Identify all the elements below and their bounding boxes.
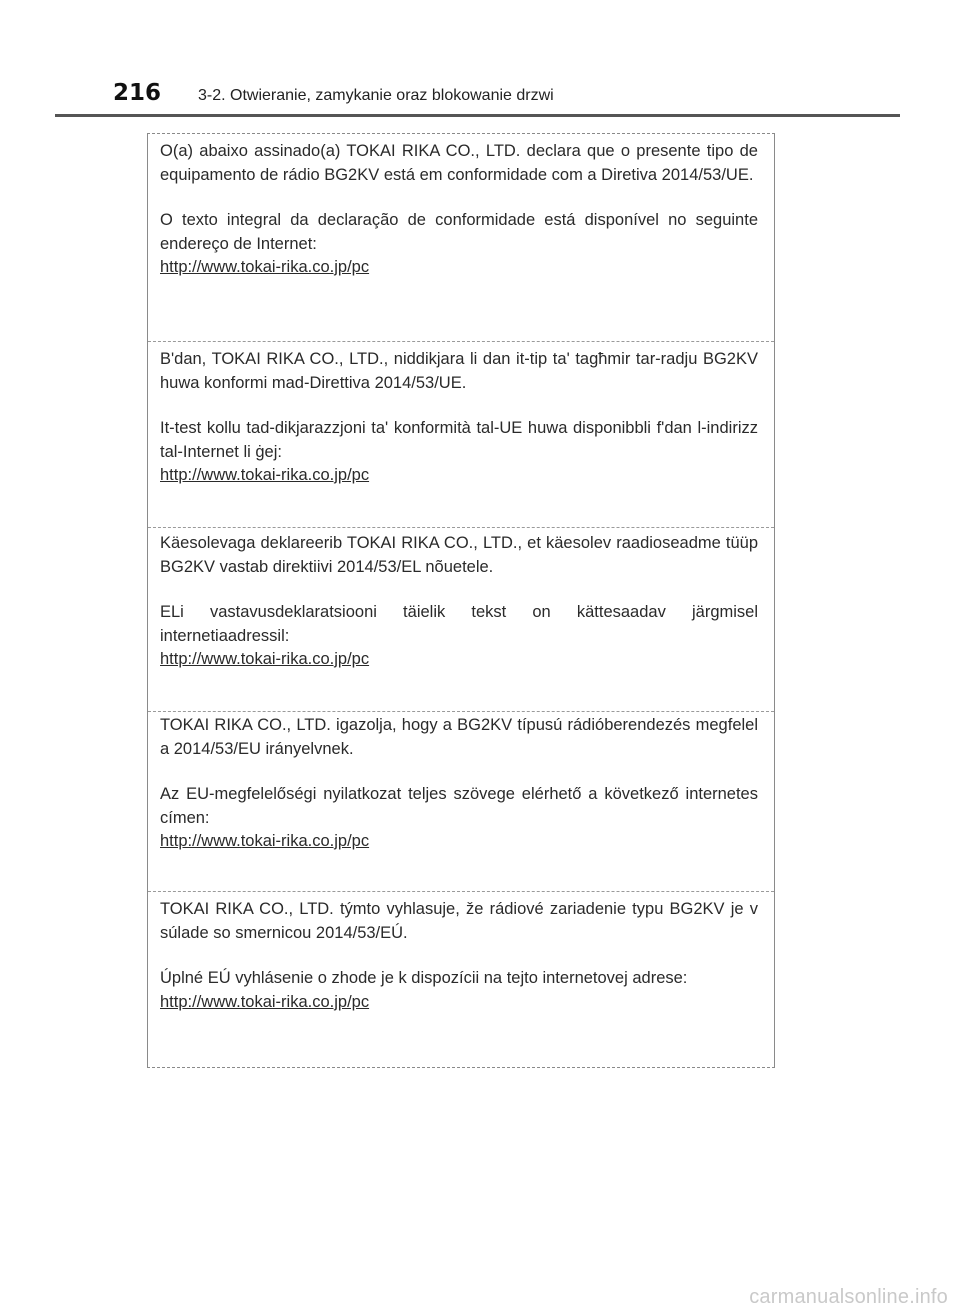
declaration-statement: Käesolevaga deklareerib TOKAI RIKA CO., LTD., et käesolev raadioseadme tüüp BG2KV vastab direktiivi 2014/53/EL nõuetele. bbox=[160, 534, 758, 576]
declaration-statement: O(a) abaixo assinado(a) TOKAI RIKA CO., LTD. declara que o presente tipo de equipamento de rádio BG2KV está em conformidade com a Diretiva 2014/53/UE. bbox=[160, 142, 758, 184]
declaration-link[interactable]: http://www.tokai-rika.co.jp/pc bbox=[160, 258, 370, 276]
declaration-block-mt bbox=[148, 348, 774, 528]
declarations-panel bbox=[147, 133, 775, 1068]
declaration-block-pt bbox=[148, 140, 774, 342]
page-header bbox=[55, 78, 900, 117]
declaration-availability: It-test kollu tad-dikjarazzjoni ta' konformità tal-UE huwa disponibbli f'dan l-indirizz tal-Internet li ġej: bbox=[160, 419, 758, 461]
declaration-link[interactable]: http://www.tokai-rika.co.jp/pc bbox=[160, 466, 370, 484]
declaration-block-sk bbox=[148, 898, 774, 1063]
declaration-link[interactable]: http://www.tokai-rika.co.jp/pc bbox=[160, 650, 370, 668]
section-title: 3-2. Otwieranie, zamykanie oraz blokowanie drzwi bbox=[198, 87, 554, 104]
declaration-statement: TOKAI RIKA CO., LTD. týmto vyhlasuje, že rádiové zariadenie typu BG2KV je v súlade so smernicou 2014/53/EÚ. bbox=[160, 900, 758, 942]
declaration-block-hu bbox=[148, 714, 774, 892]
declaration-statement: B'dan, TOKAI RIKA CO., LTD., niddikjara li dan it-tip ta' tagħmir tar-radju BG2KV huwa konformi mad-Direttiva 2014/53/UE. bbox=[160, 350, 758, 392]
declaration-availability: ELi vastavusdeklaratsiooni täielik tekst on kättesaadav järgmisel internetiaadressil: bbox=[160, 603, 758, 645]
declaration-statement: TOKAI RIKA CO., LTD. igazolja, hogy a BG2KV típusú rádióberendezés megfelel a 2014/53/EU irányelvnek. bbox=[160, 716, 758, 758]
declaration-link[interactable]: http://www.tokai-rika.co.jp/pc bbox=[160, 992, 370, 1011]
site-watermark: carmanualsonline.info bbox=[749, 1286, 948, 1308]
page-number: 216 bbox=[113, 80, 162, 106]
declaration-availability: O texto integral da declaração de conformidade está disponível no seguinte endereço de Internet: bbox=[160, 211, 758, 253]
declaration-availability: Az EU-megfelelőségi nyilatkozat teljes szövege elérhető a következő internetes címen: bbox=[160, 785, 758, 827]
declaration-availability: Úplné EÚ vyhlásenie o zhode je k dispozícii na tejto internetovej adrese: bbox=[160, 969, 688, 987]
declaration-link[interactable]: http://www.tokai-rika.co.jp/pc bbox=[160, 832, 370, 850]
declaration-block-et bbox=[148, 532, 774, 712]
